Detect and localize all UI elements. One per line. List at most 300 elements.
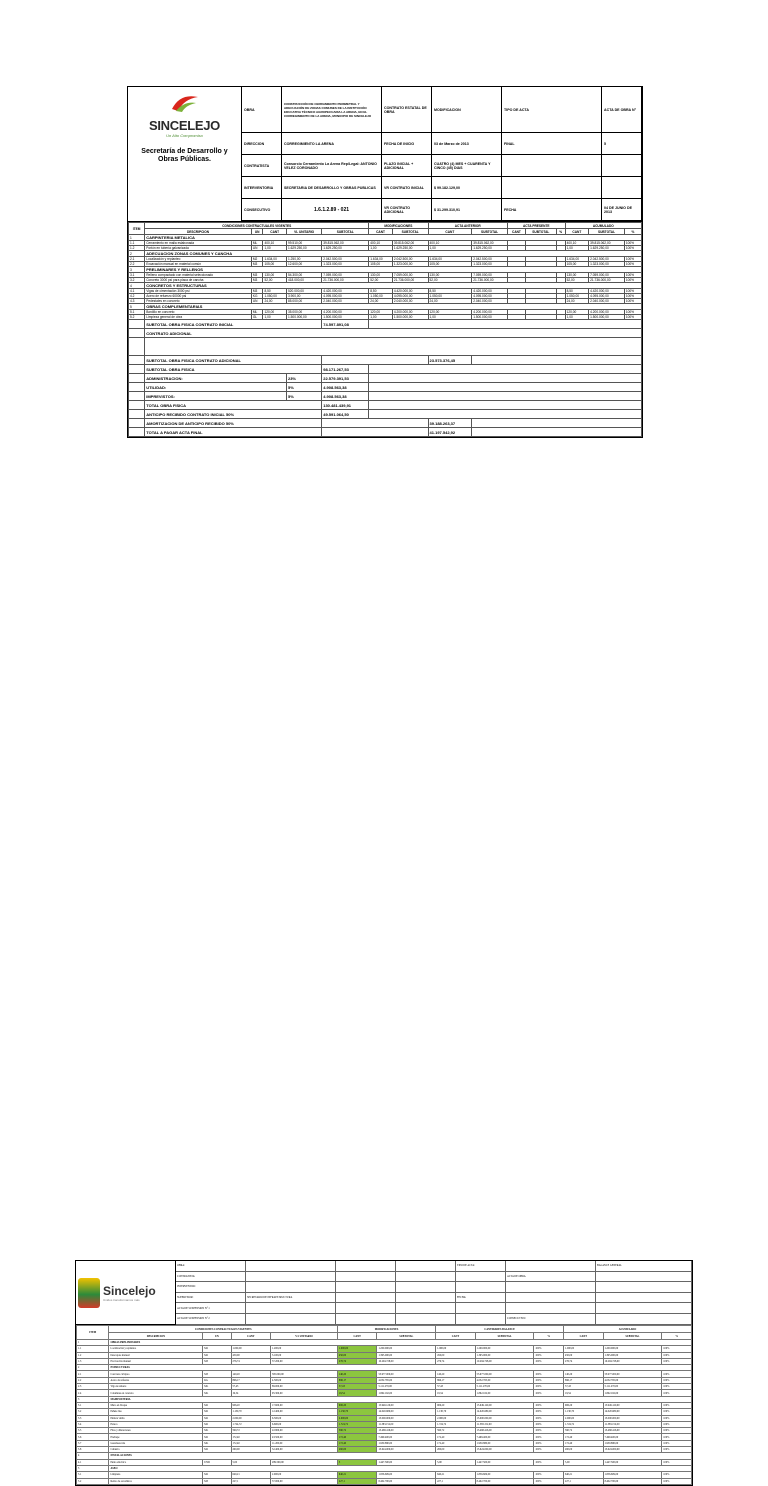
row-acu-cant: 1.634,00 xyxy=(565,257,589,262)
row-vu: 418.000,00 xyxy=(286,278,321,283)
row-section-title: MAMPOSTERIA xyxy=(109,1396,692,1402)
row-acu-sub: 5.111.270,00 xyxy=(603,1384,662,1390)
row-acu-pct: 100% xyxy=(624,257,641,262)
consecutivo-label: CONSECUTIVO xyxy=(242,199,282,221)
blank-cell xyxy=(596,1303,692,1314)
row-mod-cant: 172,40 xyxy=(337,1434,377,1440)
row-acu-pct: 100% xyxy=(662,1390,692,1396)
row-acu-pct: 100% xyxy=(662,1402,692,1408)
row-mod-sub: 13.468.416,00 xyxy=(377,1428,436,1434)
row-ant-sub: 4.095.000,00 xyxy=(472,294,508,299)
row-acu-sub: 14.020.680,00 xyxy=(603,1409,662,1415)
row-mod-sub: 21.736.000,00 xyxy=(392,278,428,283)
row-bal-sub: 13.000.000,00 xyxy=(475,1415,534,1421)
balance-document xyxy=(75,1260,693,1486)
row-ant-sub: 7.059.000,00 xyxy=(472,273,508,278)
row-mod-sub: 15.949.120,00 xyxy=(377,1402,436,1408)
row-acu-pct: 100% xyxy=(662,1440,692,1446)
row-acu-pct: 100% xyxy=(624,262,641,267)
col-acu-cant: CANT xyxy=(565,229,589,235)
row-cant: 450,00 xyxy=(231,1352,271,1358)
anticipo-label: ANTICIPO RECIBIDO CONTRATO INICIAL 50% xyxy=(145,410,322,419)
row-desc: Cubierta xyxy=(109,1447,203,1453)
col2-bal-pct: % xyxy=(534,1333,564,1340)
row-mod-sub: 1.395.000,00 xyxy=(377,1352,436,1358)
row-acu-cant: 590,72 xyxy=(564,1428,604,1434)
row-item: 2 xyxy=(129,251,145,257)
blank-cell xyxy=(506,1282,596,1293)
col-mod-cant: CANT xyxy=(369,229,393,235)
row-vu: 4.500,00 xyxy=(271,1377,338,1383)
row-un: ML xyxy=(203,1384,231,1390)
row-acu-cant: 140,20 xyxy=(564,1371,604,1377)
blank-cell xyxy=(396,1314,456,1325)
blank-cell xyxy=(396,1261,456,1272)
row-desc: Retiro de escombros xyxy=(109,1478,203,1484)
row-acu-pct: 100% xyxy=(662,1358,692,1364)
row-item: 3.6 xyxy=(77,1434,109,1440)
row-cant: 276,74 xyxy=(231,1358,271,1364)
row-un: M2 xyxy=(203,1434,231,1440)
row-bal-pct: 100% xyxy=(534,1415,564,1421)
row-acu-cant: 57,43 xyxy=(564,1384,604,1390)
row-vu: 3.900,00 xyxy=(286,294,321,299)
total-obra-value: 130.481.439,91 xyxy=(322,401,369,410)
row-vu: 35.000,00 xyxy=(286,310,321,315)
row-acu-sub: 11.383.152,00 xyxy=(603,1421,662,1427)
items-body xyxy=(129,235,642,320)
row-cant: 52,00 xyxy=(263,278,287,283)
row-section-title: ADECUACION ZONAS COMUNES Y CANCHA xyxy=(145,251,642,257)
row-acu-cant: 19,54 xyxy=(564,1390,604,1396)
row-vu: 385.000,00 xyxy=(271,1371,338,1377)
row-acu-pct: 100% xyxy=(662,1352,692,1358)
row-un: M3 xyxy=(251,273,263,278)
row-vu: 99.510,00 xyxy=(286,241,321,246)
row-bal-pct: 100% xyxy=(534,1371,564,1377)
row-acu-cant: 1.130,70 xyxy=(564,1409,604,1415)
row-un: M2 xyxy=(203,1402,231,1408)
row-cant: 400,10 xyxy=(263,241,287,246)
department-name: Secretaría de Desarrollo y Obras Públicas. xyxy=(141,148,228,163)
row-sub: 1.500.000,00 xyxy=(322,315,369,320)
row-cant: 896,17 xyxy=(231,1377,271,1383)
acta-no-label: ACTA DE OBRA N° xyxy=(602,87,642,133)
row-bal-cant: 260,00 xyxy=(436,1447,476,1453)
blank-cell xyxy=(336,1303,396,1314)
blank-cell xyxy=(596,1272,692,1283)
row-bal-sub: 1.395.000,00 xyxy=(475,1352,534,1358)
row-bal-cant: 57,43 xyxy=(436,1384,476,1390)
blank-cell xyxy=(456,1282,506,1293)
row-cant: 172,40 xyxy=(231,1434,271,1440)
row-bal-pct: 100% xyxy=(534,1346,564,1352)
row-acu-sub: 1.200.000,00 xyxy=(603,1346,662,1352)
row-un: M3 xyxy=(203,1371,231,1377)
row-acu-pct: 100% xyxy=(662,1428,692,1434)
row-acu-sub: 4.200.000,00 xyxy=(589,310,625,315)
row-mod-sub: 7.059.000,00 xyxy=(392,273,428,278)
row-item: 1 xyxy=(129,235,145,241)
row-acu-cant: 8,50 xyxy=(565,289,589,294)
row-bal-pct: 100% xyxy=(534,1358,564,1364)
contratista-value: Consorcio Cerramiento La Arena Rep/Legal: ANTONIO VELEZ CORONADO xyxy=(282,155,382,177)
blank-cell xyxy=(396,1303,456,1314)
row-acu-sub: 1.862.162,00 xyxy=(603,1390,662,1396)
blank-cell xyxy=(602,177,642,199)
row-mod-sub: 8.402.700,00 xyxy=(377,1478,436,1484)
obra-label: OBRA xyxy=(242,87,282,133)
row-acu-sub: 53.977.000,00 xyxy=(603,1371,662,1377)
acta-header xyxy=(128,87,642,222)
row-bal-sub: 5.111.270,00 xyxy=(475,1384,534,1390)
row-vu: 1.629.250,00 xyxy=(286,246,321,251)
row-bal-cant: 172,40 xyxy=(436,1440,476,1446)
row-vu: 85.000,00 xyxy=(286,299,321,304)
row-mod-sub: 1.856.609,00 xyxy=(377,1472,436,1478)
row-un: ML xyxy=(251,241,263,246)
row-acu-cant: 1,00 xyxy=(565,246,589,251)
row-acu-cant: 260,00 xyxy=(564,1447,604,1453)
row-bal-cant: 1.130,70 xyxy=(436,1409,476,1415)
valor-inicial-label: VR CONTRATO INICIAL xyxy=(382,177,432,199)
subtotal-inicial-label: SUBTOTAL OBRA FISICA CONTRATO INICIAL xyxy=(145,320,322,329)
row-bal-sub: 8.402.700,00 xyxy=(475,1478,534,1484)
row-item: 3 xyxy=(129,267,145,273)
logo2-word: Sincelejo xyxy=(103,1283,156,1298)
row-mod-sub: 4.200.000,00 xyxy=(392,310,428,315)
row-acu-pct: 100% xyxy=(624,299,641,304)
row-acu-pct: 100% xyxy=(662,1472,692,1478)
row-un: M2 xyxy=(203,1415,231,1421)
row-ant-cant: 1,00 xyxy=(428,246,472,251)
acta-no-value: 5 xyxy=(602,133,642,155)
row-desc: Enchape xyxy=(109,1434,203,1440)
row-acu-pct: 100% xyxy=(662,1434,692,1440)
imprevistos-label: IMPREVISTOS: xyxy=(145,392,287,401)
blank-cell xyxy=(502,155,602,177)
interventoria-value: SECRETARIA DE DESARROLLO Y OBRAS PUBLICAS xyxy=(282,177,382,199)
row-bal-pct: 100% xyxy=(534,1390,564,1396)
row-cant: 8,50 xyxy=(263,289,287,294)
row-cant: 130,00 xyxy=(263,273,287,278)
row-bal-pct: 100% xyxy=(534,1377,564,1383)
row-un: ML xyxy=(251,310,263,315)
row-mod-cant: 400,10 xyxy=(369,241,393,246)
row-ant-cant: 1.634,00 xyxy=(428,257,472,262)
row-desc: Acero de refuerzo xyxy=(109,1377,203,1383)
row-acu-cant: 52,00 xyxy=(565,278,589,283)
admin-label: ADMINISTRACION: xyxy=(145,374,287,383)
blank-cell xyxy=(502,177,602,199)
items-table xyxy=(128,222,642,437)
fecha-inicio-label: FECHA DE INICIO xyxy=(382,133,432,155)
amortizacion-value: 39.188.263,37 xyxy=(428,419,472,428)
row-ant-cant: 1.050,00 xyxy=(428,294,472,299)
row-cant: 1.050,00 xyxy=(263,294,287,299)
col-ant-sub: SUBTOTAL xyxy=(472,229,508,235)
row-un: ML xyxy=(203,1428,231,1434)
row-mod-cant: 450,00 xyxy=(337,1352,377,1358)
row-mod-cant: 172,40 xyxy=(337,1440,377,1446)
row-un: M3 xyxy=(203,1478,231,1484)
row-item: 4 xyxy=(129,283,145,289)
fecha-inicio-value: 03 de Marzo de 2013 xyxy=(432,133,502,155)
row-item: 2.4 xyxy=(77,1390,109,1396)
row-un: GL xyxy=(251,315,263,320)
row-mod-cant: 590,72 xyxy=(337,1428,377,1434)
row-desc: Portón en tubería galvanizada xyxy=(145,246,252,251)
row-vu: 289.500,00 xyxy=(271,1459,338,1465)
table-row xyxy=(77,1478,692,1484)
row-cant: 140,20 xyxy=(231,1371,271,1377)
contratista-label: CONTRATISTA xyxy=(242,155,282,177)
tipo-acta-value-2: ACTA DE OBRA xyxy=(506,1272,596,1283)
row-cant: 260,00 xyxy=(231,1447,271,1453)
row-ant-sub: 21.736.000,00 xyxy=(472,278,508,283)
row-item: 2.2 xyxy=(129,262,145,267)
row-item: 1.1 xyxy=(77,1346,109,1352)
row-bal-pct: 100% xyxy=(534,1421,564,1427)
row-acu-sub: 21.736.000,00 xyxy=(589,278,625,283)
row-bal-pct: 100% xyxy=(534,1440,564,1446)
row-acu-cant: 1.724,72 xyxy=(564,1421,604,1427)
row-acu-cant: 276,74 xyxy=(564,1358,604,1364)
row-item: 5 xyxy=(129,304,145,310)
row-un: ML xyxy=(203,1390,231,1396)
row-mod-sub: 10.294.728,00 xyxy=(377,1358,436,1364)
col2-mod-sub: SUBTOTAL xyxy=(377,1333,436,1340)
plazo-value: CUATRO (4) MES + CUARENTA Y CINCO (45) DIAS xyxy=(432,155,502,177)
row-mod-sub: 1.500.000,00 xyxy=(392,315,428,320)
row-un: UND xyxy=(203,1459,231,1465)
row-item: 3.3 xyxy=(77,1415,109,1421)
row-acu-pct: 100% xyxy=(624,278,641,283)
obra-label-2: OBRA: xyxy=(176,1261,246,1272)
row-item: 5.2 xyxy=(77,1478,109,1484)
row-cant: 1.634,00 xyxy=(263,257,287,262)
col-cant: CANT xyxy=(263,229,287,235)
row-vu: 6.600,00 xyxy=(271,1421,338,1427)
row-item: 4.3 xyxy=(129,299,145,304)
consecutivo-value: 1.6.1.2.89 - 021 xyxy=(282,199,382,221)
row-sub: 1.323.000,00 xyxy=(322,262,369,267)
total-pagar-value: 41.197.542,92 xyxy=(428,428,472,437)
row-item: 3.4 xyxy=(77,1421,109,1427)
row-desc: Concreto 3000 psi para placa de cancha xyxy=(145,278,252,283)
row-mod-sub: 1.862.162,00 xyxy=(377,1390,436,1396)
row-un: KG xyxy=(203,1377,231,1383)
row-vu: 95.300,00 xyxy=(271,1390,338,1396)
row-item: 3.1 xyxy=(129,273,145,278)
row-vu: 22.800,00 xyxy=(271,1428,338,1434)
row-bal-cant: 276,74 xyxy=(436,1358,476,1364)
obra-fisica-label: SUBTOTAL OBRA FISICA xyxy=(145,365,322,374)
row-sub: 4.200.000,00 xyxy=(322,310,369,315)
row-bal-cant: 896,17 xyxy=(436,1377,476,1383)
row-vu: 17.600,00 xyxy=(271,1402,338,1408)
row-cant: 640,21 xyxy=(231,1472,271,1478)
row-cant: 1,00 xyxy=(263,315,287,320)
row-un: M2 xyxy=(203,1352,231,1358)
row-bal-cant: 1.000,00 xyxy=(436,1346,476,1352)
row-acu-pct: 100% xyxy=(662,1371,692,1377)
row-desc: Pañete liso xyxy=(109,1409,203,1415)
col2-acumulado: ACUMULADO xyxy=(564,1326,692,1333)
supervisor-label-2: SUPERVISOR: xyxy=(176,1293,246,1304)
row-acu-sub: 4.420.000,00 xyxy=(589,289,625,294)
row-mod-sub: 13.624.000,00 xyxy=(377,1447,436,1453)
row-un: M3 xyxy=(251,278,263,283)
subtotal-inicial-value: 74.597.891,08 xyxy=(322,320,369,329)
blank-cell xyxy=(456,1314,506,1325)
row-acu-pct: 100% xyxy=(662,1346,692,1352)
row-acu-cant: 1.000,00 xyxy=(564,1346,604,1352)
row-acu-sub: 1.930.880,00 xyxy=(603,1440,662,1446)
row-acu-sub: 2.042.500,00 xyxy=(589,257,625,262)
blank-cell xyxy=(336,1282,396,1293)
logo-tagline: Un Alto Compromiso xyxy=(166,133,203,138)
row-vu: 1.500.000,00 xyxy=(286,315,321,320)
tipo-acta-label-2: TIPO DE ACTA: xyxy=(456,1261,506,1272)
row-un: UN xyxy=(251,299,263,304)
row-sub: 21.736.000,00 xyxy=(322,278,369,283)
row-un: M2 xyxy=(203,1409,231,1415)
row-un: M2 xyxy=(203,1346,231,1352)
row-acu-pct: 100% xyxy=(624,294,641,299)
contrato-adicional-label: CONTRATO ADICIONAL xyxy=(145,329,642,338)
contratista-label-2: CONTRATISTA: xyxy=(176,1272,246,1283)
row-acu-pct: 100% xyxy=(662,1415,692,1421)
row-bal-pct: 100% xyxy=(534,1447,564,1453)
row-desc: Viga de amarre xyxy=(109,1384,203,1390)
row-sub: 4.095.000,00 xyxy=(322,294,369,299)
col-acta-anterior: ACTA ANTERIOR xyxy=(428,223,507,229)
row-un: M2 xyxy=(203,1447,231,1453)
row-bal-pct: 100% xyxy=(534,1384,564,1390)
row-mod-sub: 1.200.000,00 xyxy=(377,1346,436,1352)
acta-suspension-2: ACTA DE SUSPENSION N° 2 xyxy=(176,1314,246,1325)
row-cant: 2.000,00 xyxy=(231,1415,271,1421)
row-vu: 12.600,00 xyxy=(286,262,321,267)
row-cant: 172,40 xyxy=(231,1440,271,1446)
row-mod-cant: 1.000,00 xyxy=(337,1346,377,1352)
row-acu-sub: 7.499.400,00 xyxy=(603,1434,662,1440)
col-item: ITEM xyxy=(129,223,145,235)
row-un: M3 xyxy=(203,1358,231,1364)
row-desc: Filos y dilataciones xyxy=(109,1428,203,1434)
row-acu-sub: 1.323.000,00 xyxy=(589,262,625,267)
row-desc: Excavación manual en material común xyxy=(145,262,252,267)
row-bal-cant: 19,54 xyxy=(436,1390,476,1396)
acta-document xyxy=(127,86,643,438)
row-acu-cant: 450,00 xyxy=(564,1352,604,1358)
row-item: 3 xyxy=(77,1396,109,1402)
row-vu: 11.200,00 xyxy=(271,1440,338,1446)
row-section-title: ASEO xyxy=(109,1465,692,1471)
balance-table xyxy=(76,1325,692,1485)
row-item: 3.2 xyxy=(129,278,145,283)
blank-cell xyxy=(506,1261,596,1272)
col2-acu-sub: SUBTOTAL xyxy=(603,1333,662,1340)
row-desc: Cerramiento en malla eslabonada xyxy=(145,241,252,246)
row-mod-cant: 260,00 xyxy=(337,1447,377,1453)
total-obra-label: TOTAL OBRA FISICA xyxy=(145,401,322,410)
obra-fisica-value: 98.171.267,53 xyxy=(322,365,369,374)
blank-cell xyxy=(336,1261,396,1272)
row-mod-cant: 227,1 xyxy=(337,1478,377,1484)
row-item: 5 xyxy=(77,1465,109,1471)
imprevistos-pct: 5% xyxy=(286,392,321,401)
blank-cell xyxy=(246,1272,336,1283)
row-item: 3.8 xyxy=(77,1447,109,1453)
blank-cell xyxy=(506,1293,596,1304)
blank-cell xyxy=(506,1303,596,1314)
amortizacion-label: AMORTIZACION DE ANTICIPO RECIBIDO 50% xyxy=(145,419,322,428)
row-cant: 120,00 xyxy=(263,310,287,315)
municipal-seal-icon xyxy=(78,1278,100,1308)
row-vu: 6.500,00 xyxy=(271,1415,338,1421)
row-mod-cant: 276,74 xyxy=(337,1358,377,1364)
row-acu-cant: 2.000,00 xyxy=(564,1415,604,1421)
row-sub: 1.629.250,00 xyxy=(322,246,369,251)
col2-modificaciones: MODIFICACIONES xyxy=(337,1326,435,1333)
row-cant: 1.130,70 xyxy=(231,1409,271,1415)
row-ant-cant: 8,50 xyxy=(428,289,472,294)
row-acu-pct: 100% xyxy=(624,246,641,251)
row-cant: 906,20 xyxy=(231,1402,271,1408)
col2-acu-cant: CANT xyxy=(564,1333,604,1340)
contrato-label: CONTRATO ESTATAL DE OBRA xyxy=(382,87,432,133)
row-mod-sub: 53.977.000,00 xyxy=(377,1371,436,1377)
row-item: 1.1 xyxy=(129,241,145,246)
row-desc: Localización y replanteo xyxy=(145,257,252,262)
row-item: 4.2 xyxy=(129,294,145,299)
interventoria-label: INTERVENTORIA xyxy=(242,177,282,199)
row-cant: 227,1 xyxy=(231,1478,271,1484)
row-item: 2.1 xyxy=(77,1371,109,1377)
blank-cell xyxy=(246,1303,336,1314)
row-vu: 1.250,00 xyxy=(286,257,321,262)
row-item: 2.2 xyxy=(77,1377,109,1383)
blank-cell xyxy=(336,1293,396,1304)
row-bal-sub: 1.930.880,00 xyxy=(475,1440,534,1446)
row-desc: Limpieza xyxy=(109,1472,203,1478)
row-mod-cant: 19,54 xyxy=(337,1390,377,1396)
blank-cell xyxy=(336,1272,396,1283)
row-bal-sub: 1.862.162,00 xyxy=(475,1390,534,1396)
col-pre-sub: SUBTOTAL xyxy=(526,229,557,235)
row-vu: 3.100,00 xyxy=(271,1352,338,1358)
row-ant-sub: 4.200.000,00 xyxy=(472,310,508,315)
blank-cell xyxy=(396,1272,456,1283)
row-mod-sub: 7.499.400,00 xyxy=(377,1434,436,1440)
row-mod-sub: 4.095.000,00 xyxy=(392,294,428,299)
row-acu-sub: 4.032.765,00 xyxy=(603,1377,662,1383)
row-bal-sub: 1.447.500,00 xyxy=(475,1459,534,1465)
row-un: UN xyxy=(251,246,263,251)
row-acu-pct: 100% xyxy=(662,1447,692,1453)
col-pre-pct: % xyxy=(556,229,565,235)
row-acu-cant: 906,20 xyxy=(564,1402,604,1408)
row-acu-cant: 1.050,00 xyxy=(565,294,589,299)
col-subtotal: SUBTOTAL xyxy=(322,229,369,235)
blank-cell xyxy=(596,1293,692,1304)
row-bal-cant: 906,20 xyxy=(436,1402,476,1408)
row-desc: Columnas en concreto xyxy=(109,1390,203,1396)
row-acu-pct: 100% xyxy=(624,273,641,278)
row-bal-cant: 5,00 xyxy=(436,1459,476,1465)
